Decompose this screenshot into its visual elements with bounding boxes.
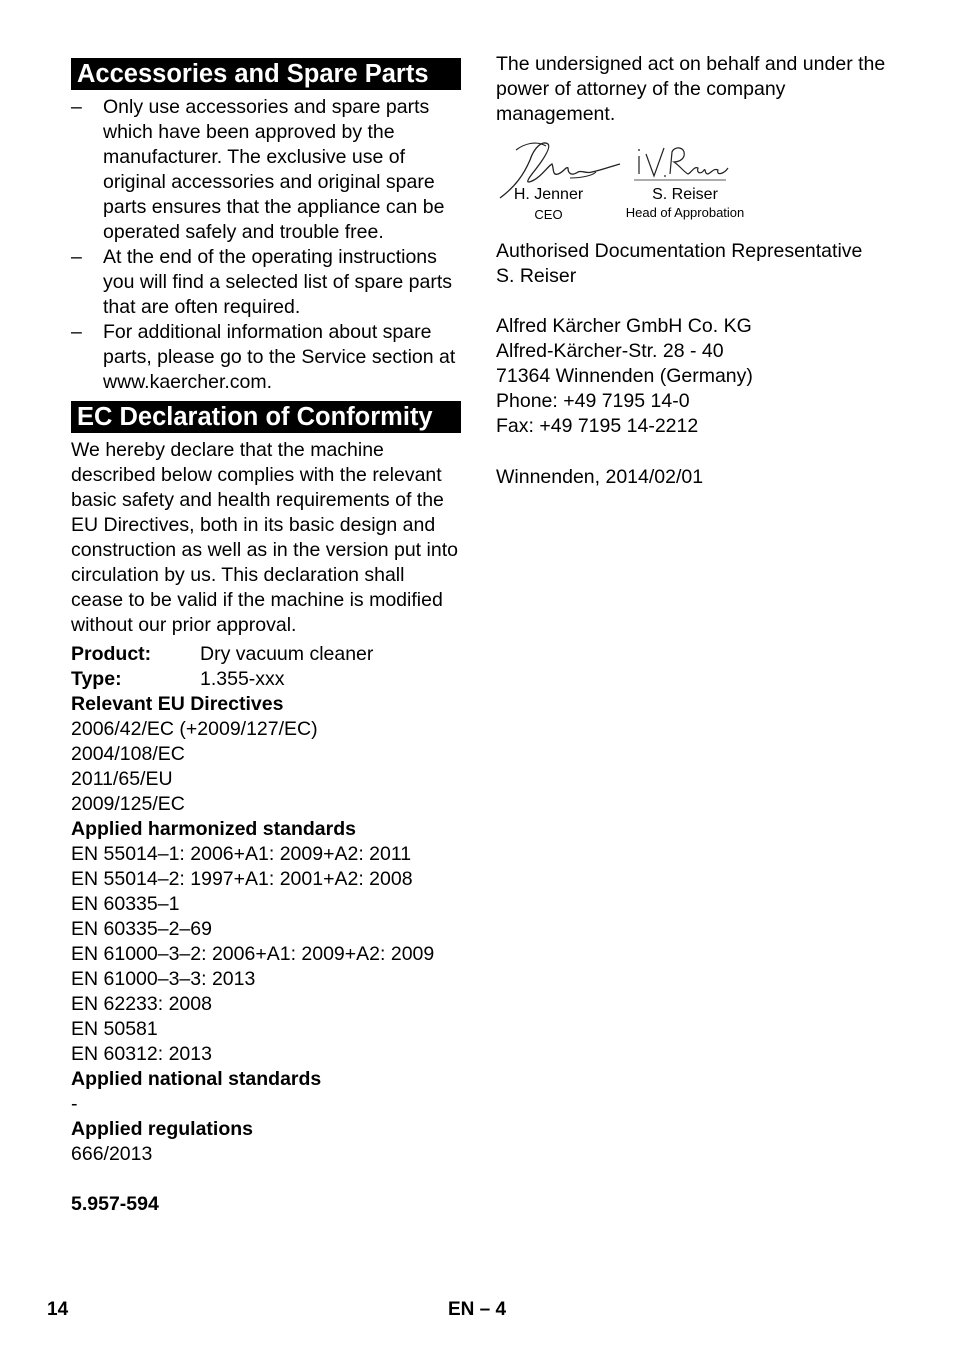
document-number: 5.957-594 xyxy=(71,1193,159,1215)
place-date: Winnenden, 2014/02/01 xyxy=(496,466,704,488)
signature-reiser-image xyxy=(634,142,734,186)
list-item: – For additional information about spare parts, please go to the Service section at www.kaercher.com. xyxy=(71,320,461,395)
address-block xyxy=(496,314,896,439)
address-line: Alfred-Kärcher-Str. 28 - 40 xyxy=(496,340,724,362)
declaration-body xyxy=(71,438,461,1217)
product-value: Dry vacuum cleaner xyxy=(200,643,374,665)
standard-item: EN 60335–2–69 xyxy=(71,918,212,940)
accessories-heading: Accessories and Spare Parts xyxy=(71,58,461,90)
directive-item: 2006/42/EC (+2009/127/EC) xyxy=(71,718,318,740)
address-line: 71364 Winnenden (Germany) xyxy=(496,365,753,387)
representative-name: S. Reiser xyxy=(496,265,577,287)
standard-item: EN 50581 xyxy=(71,1018,158,1040)
standard-item: EN 62233: 2008 xyxy=(71,993,212,1015)
product-row xyxy=(71,642,461,667)
standard-item: EN 60335–1 xyxy=(71,893,180,915)
signatory-role: Head of Approbation xyxy=(625,205,745,220)
representative-title: Authorised Documentation Representative xyxy=(496,240,863,262)
regulations-heading: Applied regulations xyxy=(71,1118,254,1140)
signatory-name: S. Reiser xyxy=(652,186,718,203)
page-number: 14 xyxy=(47,1299,69,1320)
standard-item: EN 61000–3–2: 2006+A1: 2009+A2: 2009 xyxy=(71,943,435,965)
address-line: Fax: +49 7195 14-2212 xyxy=(496,415,699,437)
standard-item: EN 55014–2: 1997+A1: 2001+A2: 2008 xyxy=(71,868,413,890)
signatory-role: CEO xyxy=(534,207,563,222)
harmonized-heading: Applied harmonized standards xyxy=(71,818,356,840)
declaration-intro: We hereby declare that the machine described below complies with the relevant basic safety and health requirements of the EU Directives, both in its basic design and construction as well as in the version put into circulation by us. This declaration shall cease to be valid if the machine is modified without our prior approval. xyxy=(71,439,458,636)
regulations-value: 666/2013 xyxy=(71,1143,153,1165)
type-label: Type: xyxy=(71,668,122,690)
directive-item: 2004/108/EC xyxy=(71,743,185,765)
signatory-intro: The undersigned act on behalf and under the power of attorney of the company management. xyxy=(496,53,886,125)
list-item: – At the end of the operating instructions you will find a selected list of spare parts that are often required. xyxy=(71,245,461,320)
product-label: Product: xyxy=(71,643,152,665)
declaration-heading: EC Declaration of Conformity xyxy=(71,401,461,433)
type-row xyxy=(71,667,461,692)
accessories-list xyxy=(71,95,461,395)
signatory-jenner xyxy=(496,186,601,223)
national-value: - xyxy=(71,1093,78,1115)
section-marker: EN – 4 xyxy=(448,1299,507,1320)
national-heading: Applied national standards xyxy=(71,1068,322,1090)
directive-item: 2009/125/EC xyxy=(71,793,185,815)
directive-item: 2011/65/EU xyxy=(71,768,173,790)
address-line: Alfred Kärcher GmbH Co. KG xyxy=(496,315,752,337)
standard-item: EN 61000–3–3: 2013 xyxy=(71,968,256,990)
standard-item: EN 60312: 2013 xyxy=(71,1043,212,1065)
signatory-reiser xyxy=(620,186,750,221)
representative-block xyxy=(496,239,896,289)
type-value: 1.355-xxx xyxy=(200,668,285,690)
address-line: Phone: +49 7195 14-0 xyxy=(496,390,690,412)
list-item: – Only use accessories and spare parts which have been approved by the manufacturer. The exclusive use of original accessories and original spare parts ensures that the appliance can be operated safely and trouble free. xyxy=(71,95,461,245)
signatory-name: H. Jenner xyxy=(513,186,584,203)
directives-heading: Relevant EU Directives xyxy=(71,693,284,715)
standard-item: EN 55014–1: 2006+A1: 2009+A2: 2011 xyxy=(71,843,412,865)
